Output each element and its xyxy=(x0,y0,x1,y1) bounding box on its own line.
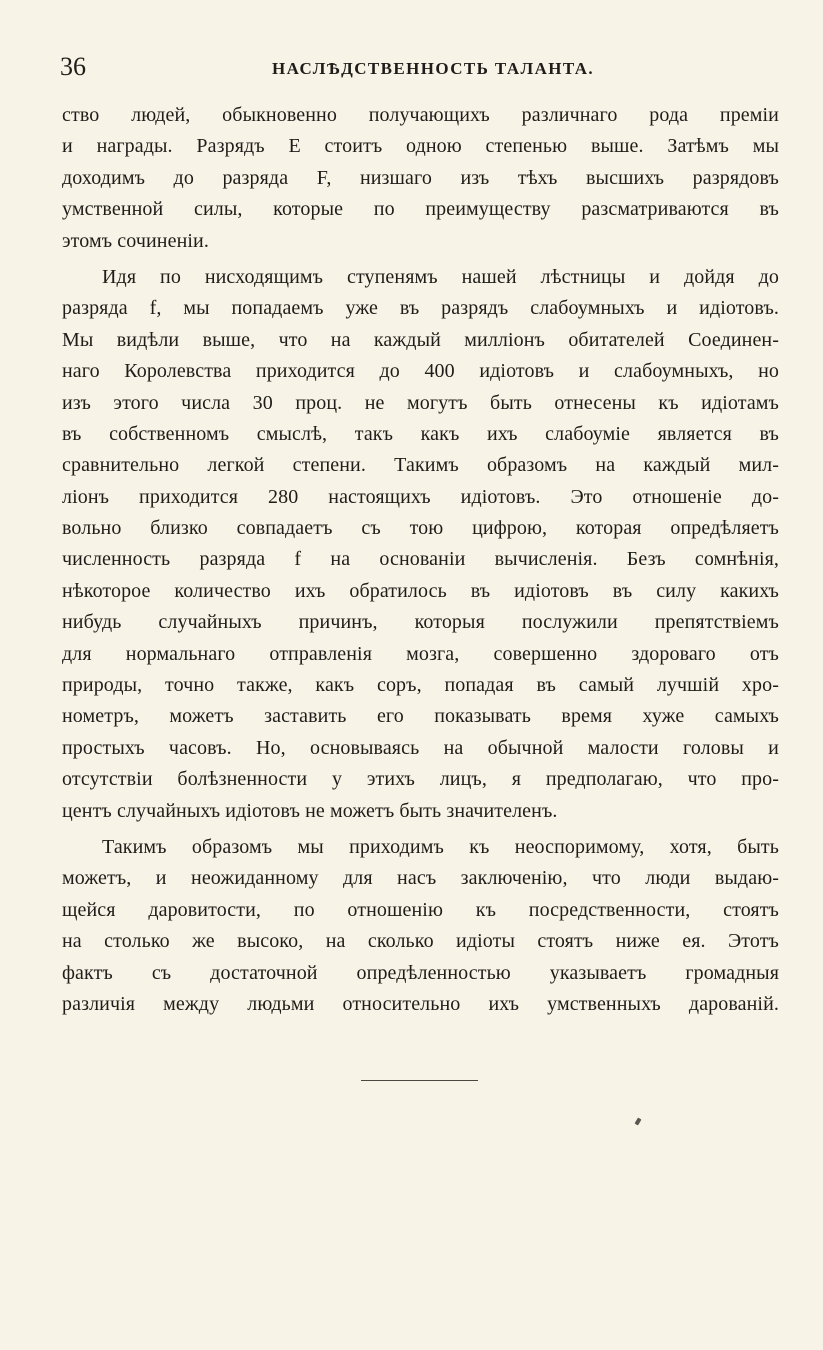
text-line: ство людей, обыкновенно получающихъ различнаго рода премiи xyxy=(62,104,779,126)
text-line: можетъ, и неожиданному для насъ заключенiю, что люди выдаю- xyxy=(62,867,779,890)
running-head xyxy=(60,52,772,82)
text-line: сравнительно легкой степени. Такимъ образомъ на каждый мил- xyxy=(62,454,779,477)
text-line: умственной силы, которые по преимуществу разсматриваются въ xyxy=(62,198,779,221)
text-line: фактъ съ достаточной опредѣленностью указываетъ громадныя xyxy=(62,961,779,984)
text-line: лiонъ приходится 280 настоящихъ идiотовъ. Это отношенiе до- xyxy=(62,485,779,508)
paragraph-2 xyxy=(62,262,779,827)
ink-speck xyxy=(635,1117,642,1125)
text-line: Идя по нисходящимъ ступенямъ нашей лѣстницы и дойдя до xyxy=(102,265,779,288)
text-line: разряда f, мы попадаемъ уже въ разрядъ слабоумныхъ и идiотовъ. xyxy=(62,297,779,320)
text-line: различiя между людьми относительно ихъ умственныхъ дарованiй. xyxy=(62,992,779,1015)
running-title: НАСЛѢДСТВЕННОСТЬ ТАЛАНТА. xyxy=(272,59,595,78)
text-line: нометръ, можетъ заставить его показывать время хуже самыхъ xyxy=(62,705,779,728)
text-line: этомъ сочиненiи. xyxy=(62,229,209,252)
text-line: простыхъ часовъ. Но, основываясь на обычной малости головы и xyxy=(62,736,779,759)
page-number: 36 xyxy=(60,52,86,81)
text-line: щейся даровитости, по отношенiю къ посредственности, стоятъ xyxy=(62,898,779,921)
text-line: нѣкоторое количество ихъ обратилось въ идiотовъ въ силу какихъ xyxy=(62,579,779,602)
text-line: доходимъ до разряда F, низшаго изъ тѣхъ высшихъ разрядовъ xyxy=(62,166,779,189)
text-line: природы, точно также, какъ соръ, попадая въ самый лучшiй хро- xyxy=(62,674,779,697)
section-divider xyxy=(361,1080,478,1081)
text-line: отсутствiи болѣзненности у этихъ лицъ, я предполагаю, что про- xyxy=(62,768,779,791)
text-line: численность разряда f на основанiи вычисленiя. Безъ сомнѣнiя, xyxy=(62,548,779,571)
text-line: вольно близко совпадаетъ съ тою цифрою, которая опредѣляетъ xyxy=(62,517,779,540)
text-line: на столько же высоко, на сколько идiоты стоятъ ниже ея. Этотъ xyxy=(62,930,779,953)
text-line: центъ случайныхъ идiотовъ не можетъ быть значителенъ. xyxy=(62,799,558,822)
text-line: наго Королевства приходится до 400 идiотовъ и слабоумныхъ, но xyxy=(62,360,779,383)
text-line: изъ этого числа 30 проц. не могутъ быть отнесены къ идiотамъ xyxy=(62,391,779,414)
paragraph-3 xyxy=(62,832,779,1020)
body-text xyxy=(62,100,779,1020)
text-line: нибудь случайныхъ причинъ, которыя послужили препятствiемъ xyxy=(62,611,779,634)
paragraph-1 xyxy=(62,100,779,257)
text-line: и награды. Разрядъ E стоитъ одною степенью выше. Затѣмъ мы xyxy=(62,135,779,158)
text-line: Мы видѣли выше, что на каждый миллiонъ обитателей Соединен- xyxy=(62,328,779,351)
text-line: для нормальнаго отправленiя мозга, совершенно здороваго отъ xyxy=(62,642,779,665)
text-line: въ собственномъ смыслѣ, такъ какъ ихъ слабоумiе является въ xyxy=(62,422,779,445)
text-line: Такимъ образомъ мы приходимъ къ неоспоримому, хотя, быть xyxy=(102,835,779,858)
